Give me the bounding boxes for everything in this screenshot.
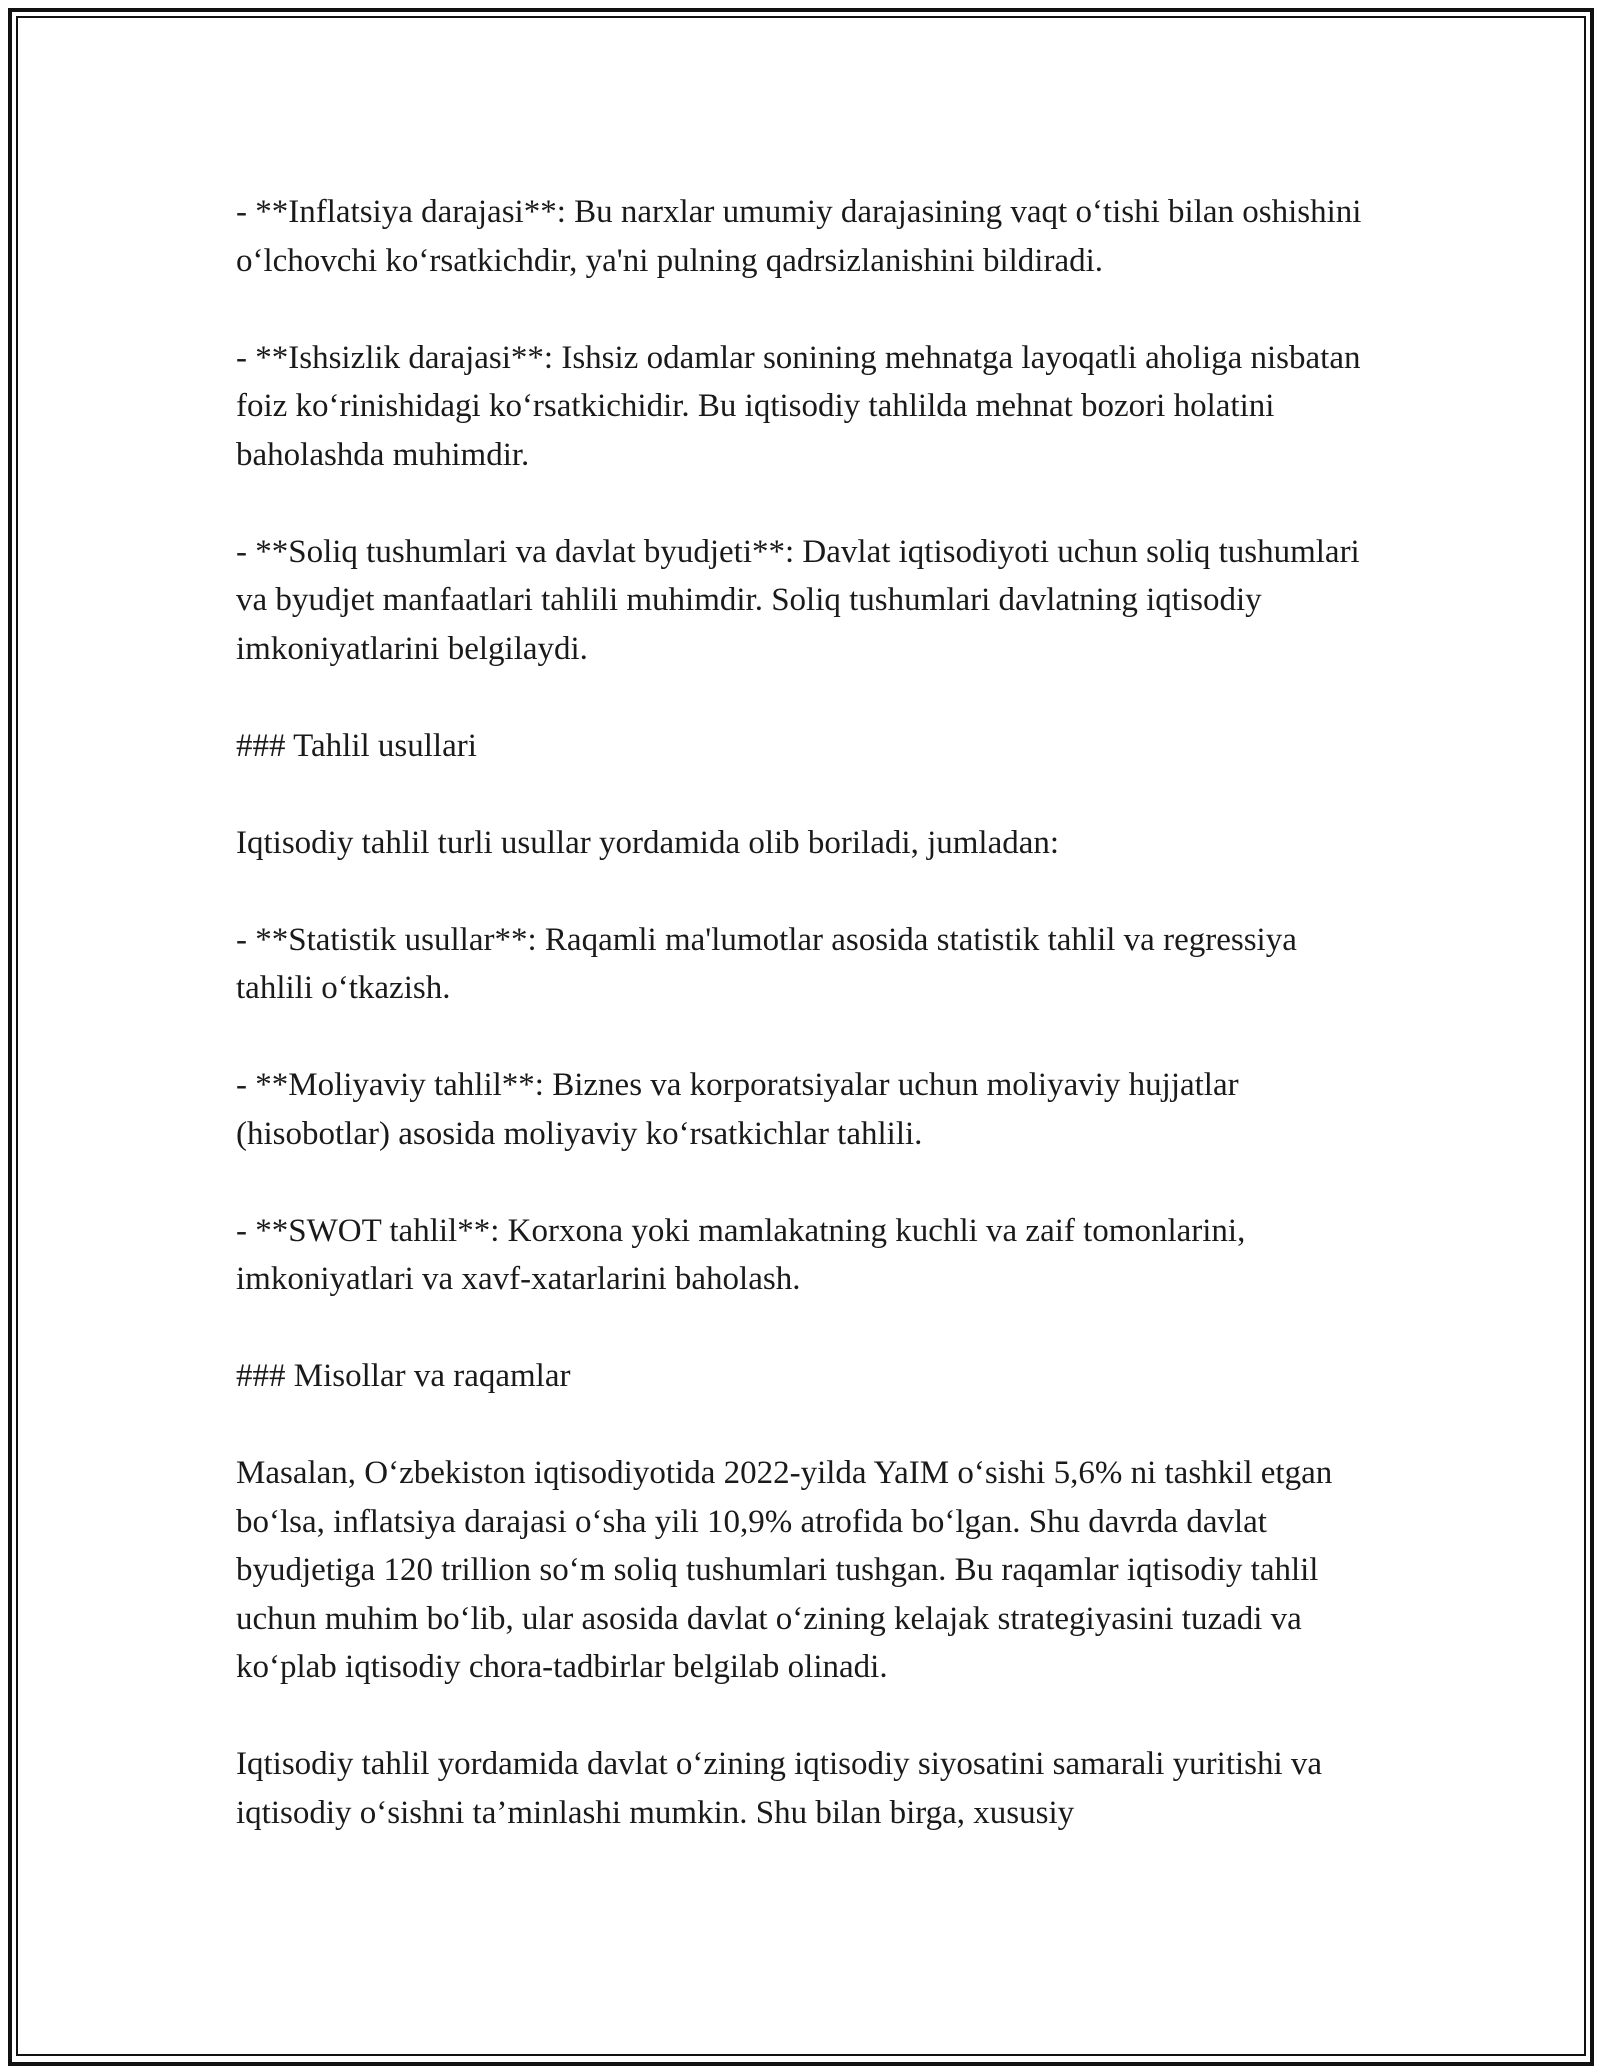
paragraph-xulosa: Iqtisodiy tahlil yordamida davlat o‘zining iqtisodiy siyosatini samarali yuritishi va iqtisodiy o‘sishni ta’minlashi mumkin. Shu bilan birga, xususiy (236, 1746, 1323, 1831)
heading-misollar: ### Misollar va raqamlar (236, 1358, 571, 1394)
document-body (236, 188, 1376, 1886)
paragraph-masalan: Masalan, O‘zbekiston iqtisodiyotida 2022-yilda YaIM o‘sishi 5,6% ni tashkil etgan bo‘lsa, inflatsiya darajasi o‘sha yili 10,9% atrofida bo‘lgan. Shu davrda davlat byudjetiga 120 trillion so‘m soliq tushumlari tushgan. Bu raqamlar iqtisodiy tahlil uchun muhim bo‘lib, ular asosida davlat o‘zining kelajak strategiyasini tuzadi va ko‘plab iqtisodiy chora-tadbirlar belgilab olinadi. (236, 1455, 1333, 1685)
paragraph-ishsizlik: - **Ishsizlik darajasi**: Ishsiz odamlar sonining mehnatga layoqatli aholiga nisbatan foiz ko‘rinishidagi ko‘rsatkichidir. Bu iqtisodiy tahlilda mehnat bozori holatini baholashda muhimdir. (236, 339, 1361, 473)
paragraph-inflatsiya: - **Inflatsiya darajasi**: Bu narxlar umumiy darajasining vaqt o‘tishi bilan oshishini o‘lchovchi ko‘rsatkichdir, ya'ni pulning qadrsizlanishini bildiradi. (236, 194, 1362, 279)
heading-tahlil-usullari: ### Tahlil usullari (236, 727, 477, 764)
paragraph-soliq: - **Soliq tushumlari va davlat byudjeti**: Davlat iqtisodiyoti uchun soliq tushumlari va byudjet manfaatlari tahlili muhimdir. Soliq tushumlari davlatning iqtisodiy imkoniyatlarini belgilaydi. (236, 533, 1360, 667)
paragraph-swot: - **SWOT tahlil**: Korxona yoki mamlakatning kuchli va zaif tomonlarini, imkoniyatlari va xavf-xatarlarini baholash. (236, 1212, 1246, 1297)
paragraph-statistik: - **Statistik usullar**: Raqamli ma'lumotlar asosida statistik tahlil va regressiya tahlili o‘tkazish. (236, 921, 1297, 1006)
paragraph-moliyaviy: - **Moliyaviy tahlil**: Biznes va korporatsiyalar uchun moliyaviy hujjatlar (hisobotlar) asosida moliyaviy ko‘rsatkichlar tahlili. (236, 1067, 1239, 1152)
paragraph-intro-usullar: Iqtisodiy tahlil turli usullar yordamida olib boriladi, jumladan: (236, 824, 1060, 861)
